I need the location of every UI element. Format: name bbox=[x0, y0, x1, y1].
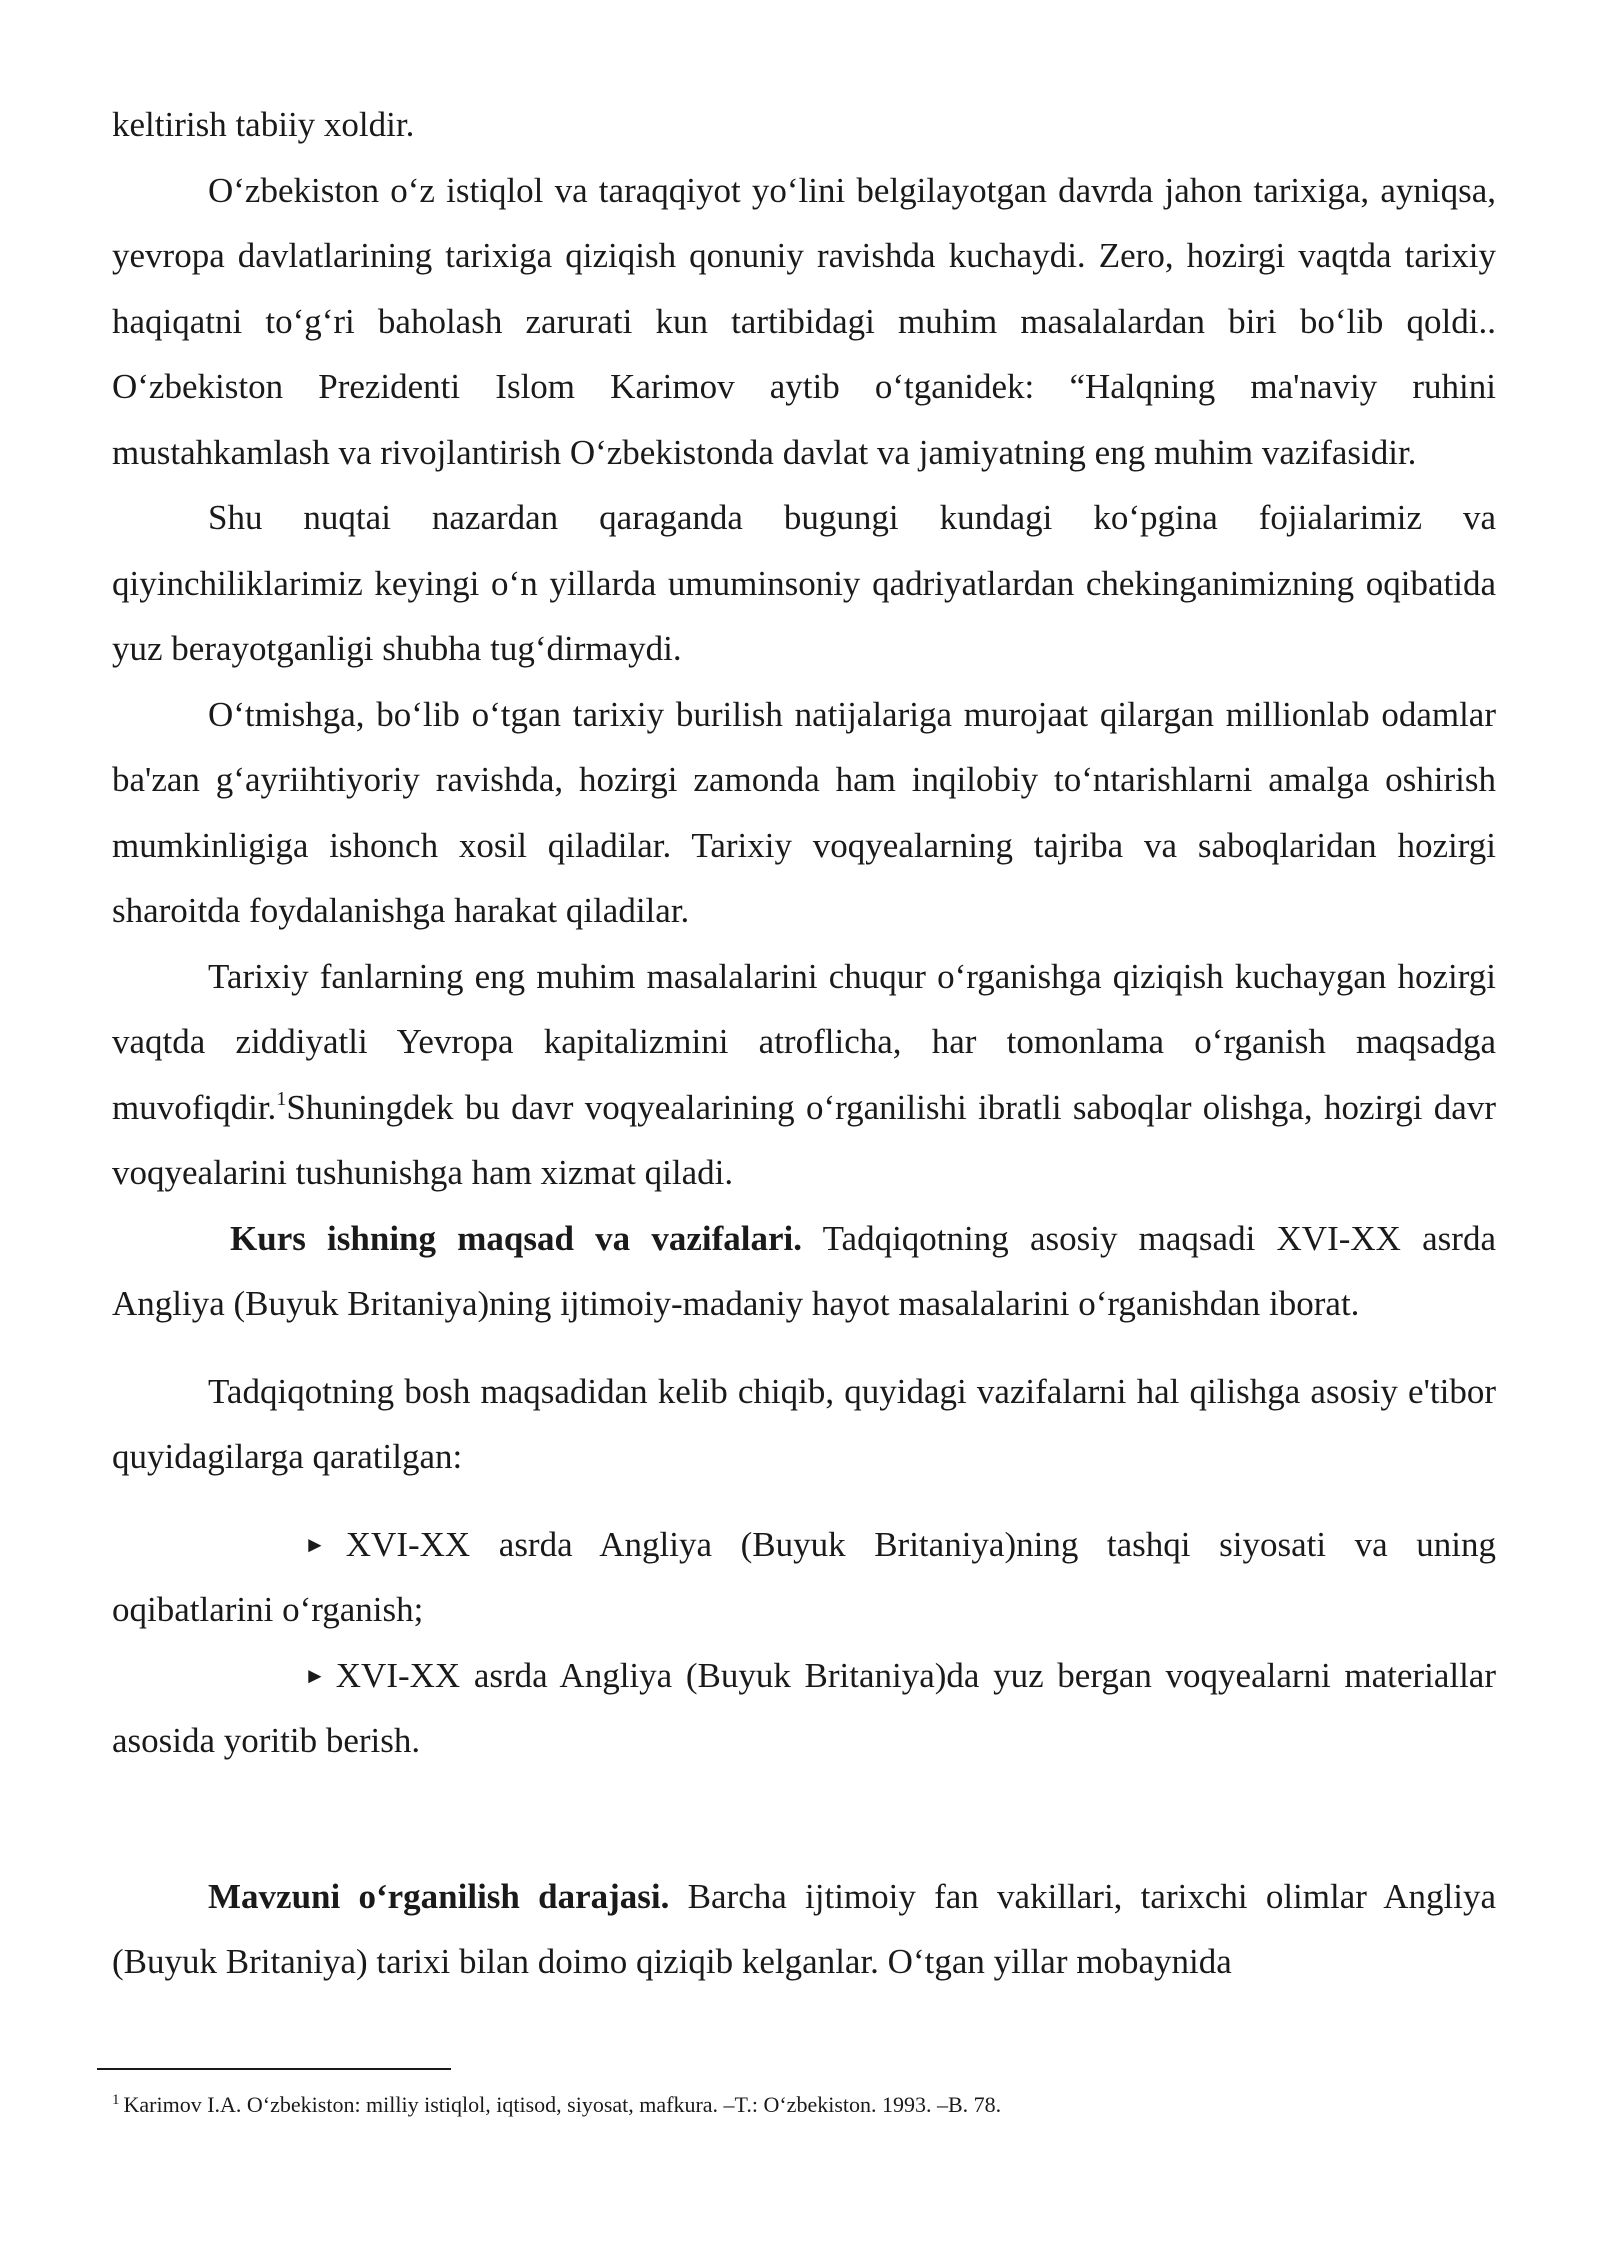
bullet-arrow-icon: ► bbox=[304, 1531, 326, 1557]
paragraph-historical-sciences bbox=[112, 944, 1496, 1206]
paragraph-past: O‘tmishga, bo‘lib o‘tgan tarixiy burilish natijalariga murojaat qilargan millionlab odamlar ba'zan g‘ayriihtiyoriy ravishda, hozirgi zamonda ham inqilobiy to‘ntarishlarni amalga oshirish mumkinligiga ishonch xosil qiladilar. Tarixiy voqyealarning tajriba va saboqlaridan hozirgi sharoitda foydalanishga harakat qiladilar. bbox=[112, 694, 1496, 930]
footnote-reference[interactable]: 1 bbox=[276, 1087, 287, 1110]
study-heading: Mavzuni o‘rganilish darajasi. bbox=[208, 1876, 670, 1916]
bullet-arrow-icon: ► bbox=[304, 1662, 326, 1688]
footnote-separator bbox=[97, 2068, 451, 2070]
paragraph-viewpoint: Shu nuqtai nazardan qaraganda bugungi kundagi ko‘pgina fojialarimiz va qiyinchiliklarimiz keyingi o‘n yillarda umuminsoniy qadriyatlardan chekinganimizning oqibatida yuz berayotganligi shubha tug‘dirmaydi. bbox=[112, 498, 1496, 668]
footnote bbox=[112, 2090, 1492, 2120]
bullet-item bbox=[112, 1512, 1496, 1643]
footnote-mark: 1 bbox=[112, 2092, 120, 2108]
study-text: Barcha ijtimoiy fan vakillari, tarixchi olimlar Angliya (Buyuk Britaniya) tarixi bilan doimo qiziqib kelganlar. O‘tgan yillar mobaynida bbox=[112, 1876, 1497, 1981]
bullet-item-text: XVI-XX asrda Angliya (Buyuk Britaniya)ning tashqi siyosati va uning oqibatlarini o‘rganish; bbox=[112, 1524, 1496, 1629]
paragraph-continuation: keltirish tabiiy xoldir. bbox=[112, 105, 415, 144]
paragraph-independence: O‘zbekiston o‘z istiqlol va taraqqiyot yo‘lini belgilayotgan davrda jahon tarixiga, ayniqsa, yevropa davlatlarining tarixiga qiziqish qonuniy ravishda kuchaydi. Zero, hozirgi vaqtda tarixiy haqiqatni to‘g‘ri baholash zarurati kun tartibidagi muhim masalalardan biri bo‘lib qoldi.. O‘zbekiston Prezidenti Islom Karimov aytib o‘tganidek: “Halqning ma'naviy ruhini mustahkamlash va rivojlantirish O‘zbekistonda davlat va jamiyatning eng muhim vazifasidir. bbox=[112, 170, 1496, 472]
document-body bbox=[112, 92, 1496, 1995]
paragraph-historical-sciences-text-b: Shuningdek bu davr voqyealarining o‘rganilishi ibratli saboqlar olishga, hozirgi davr voqyealarini tushunishga ham xizmat qiladi. bbox=[112, 1087, 1496, 1192]
goals-text: Tadqiqotning asosiy maqsadi XVI-XX asrda Angliya (Buyuk Britaniya)ning ijtimoiy-madaniy hayot masalalarini o‘rganishdan iborat. bbox=[112, 1218, 1496, 1323]
paragraph-study-level bbox=[112, 1864, 1496, 1995]
goals-heading: Kurs ishning maqsad va vazifalari. bbox=[230, 1218, 803, 1258]
paragraph-goals bbox=[112, 1206, 1496, 1337]
paragraph-historical-sciences-text-a: Tarixiy fanlarning eng muhim masalalarini chuqur o‘rganishga qiziqish kuchaygan hozirgi vaqtda ziddiyatli Yevropa kapitalizmini atroflicha, har tomonlama o‘rganish maqsadga muvofiqdir. bbox=[112, 956, 1496, 1127]
bullet-item-text: XVI-XX asrda Angliya (Buyuk Britaniya)da yuz bergan voqyealarni materiallar asosida yoritib berish. bbox=[112, 1655, 1496, 1760]
footnote-text: Karimov I.A. O‘zbekiston: milliy istiqlol, iqtisod, siyosat, mafkura. –T.: O‘zbekiston. 1993. –B. 78. bbox=[123, 2092, 1002, 2117]
bullet-item bbox=[112, 1643, 1496, 1774]
paragraph-tasks-intro: Tadqiqotning bosh maqsadidan kelib chiqib, quyidagi vazifalarni hal qilishga asosiy e'tibor quyidagilarga qaratilgan: bbox=[112, 1371, 1496, 1476]
